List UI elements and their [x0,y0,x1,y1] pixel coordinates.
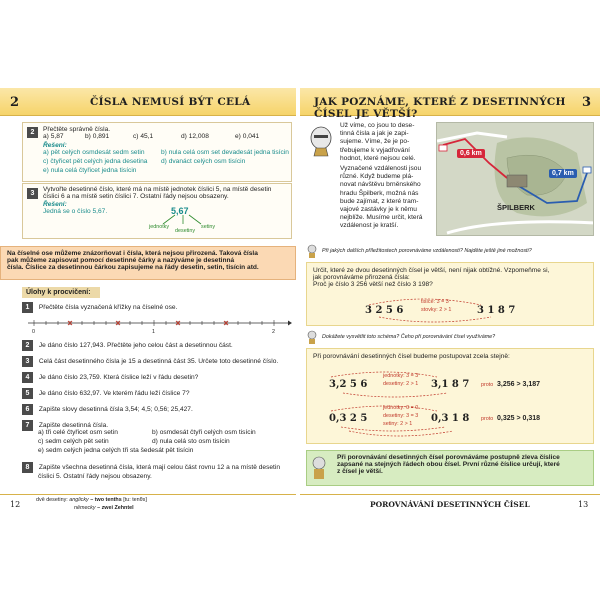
decimal-a: 3,2 5 6 [329,379,368,390]
task-5 [22,388,190,399]
number-567: 5,67 [171,206,189,216]
decimal-note: jednotky: 3 = 3 [383,373,419,379]
story-line: tinná čísla a jak je zapi- [340,130,409,138]
castle-label: ŠPILBERK [497,203,535,212]
decimal-note: desetiny: 3 = 3 [383,413,419,419]
story-text [340,122,432,231]
example-prompt-line: číslici 6 a na místě setin číslici 7. Ostatní řády nejsou obsazeny. [43,193,229,200]
axis-label: 2 [272,329,275,335]
story-line: vzdálenost je kratší. [340,222,399,230]
example-item: b) 0,891 [85,133,110,140]
task-text: Celá část desetinného čísla je 15 a desetinná část 35. Určete toto desetinné číslo. [38,358,279,365]
story-line: Vyznačené vzdálenosti jsou [340,165,422,173]
story-line: Už víme, co jsou to dese- [340,122,415,129]
rule-line: z čísel je větší. [337,468,383,475]
example-prompt-line: Vytvořte desetinné číslo, které má na místě jednotek číslici 5, na místě desetin [43,186,272,193]
task-7-item: e) sedm celých jedna celých tři sta šedesát pět tisícin [38,447,194,454]
story-line: hradu Špilberk, možná nás [340,189,419,197]
rule-line: zapsané na stejných řádech obou čísel. První různé číslice určují, které [337,461,560,468]
example-3-box [22,183,292,239]
task-text: Přečtěte čísla vyznačená křížky na číselné ose. [38,304,178,311]
left-chapter-number: 2 [10,95,20,110]
task-text: Je dáno číslo 632,97. Ve kterém řádu leží číslice 7? [38,390,190,397]
solution-text: Jedná se o číslo 5,67. [43,208,108,215]
decimal-compare-box [306,348,594,444]
question-2: Dokážete vysvětlit toto schéma? Čeho při porovnávání čísel využíváme? [322,334,496,340]
decimal-note: jednotky: 0 = 0 [383,405,419,411]
example-number: 3 [27,188,38,199]
label-hundredths: setiny [201,224,216,230]
question-1: Při jakých dalších příležitostech porovnáváme vzdálenosti? Najděte ještě jiné možnosti? [322,248,532,254]
task-8 [22,462,294,480]
label-units: jednotky [149,224,170,230]
example-item: e) 0,041 [235,133,260,140]
solution-line: e) nula celá čtyřicet jedna tisícin [43,167,137,174]
solution-label: Řešení: [43,201,67,208]
compare-number-b: 3 1 8 7 [477,305,516,316]
story-line: bude zajímat, z které tram- [340,197,419,205]
axis-label: 0 [32,329,35,335]
left-chapter-title: ČÍSLA NEMUSÍ BÝT CELÁ [90,96,251,108]
label-tenths: desetiny [175,228,196,234]
story-line: nejblíže. Musíme určit, která [340,214,423,222]
knight-rule-icon [310,456,328,480]
right-chapter-header [300,88,600,120]
story-line: hodnot, které nejsou celé. [340,154,416,162]
example-prompt: Přečtěte správně čísla. [43,126,111,133]
distance-red-label: 0,6 km [457,149,485,158]
task-7-item: c) sedm celých pět setin [38,438,109,445]
task-7 [22,420,294,460]
task-number: 6 [22,404,33,415]
map-spilberk [436,122,594,236]
example-item: c) 45,1 [133,133,154,140]
solution-line: a) pět celých osmdesát sedm setin [43,149,145,156]
solution-line: d) dvanáct celých osm tisícin [161,158,246,165]
task-2 [22,340,233,351]
proto-word: proto [481,382,494,388]
decimal-note: setiny: 2 > 1 [383,421,413,427]
page-number-right: 13 [578,500,589,509]
decimal-b: 0,3 1 8 [431,413,470,424]
footer-text: – two tenths [88,497,122,503]
task-text: Je dáno číslo 23,759. Která číslice leží v řádu desetin? [38,374,199,381]
rule-box-decimals [0,246,296,280]
right-footer [300,494,600,514]
rule-box-compare [306,450,594,486]
task-list [22,302,294,497]
task-7-item: a) tři celé čtyřicet osm setin [38,429,118,436]
story-line: různé. Když budeme plá- [340,173,414,181]
proto-word: proto [481,416,494,422]
story-line: vajové zastávky je k němu [340,206,417,214]
footer-text: německy [74,505,96,511]
example-2-box [22,122,292,182]
story-line: novat návštěvu brněnského [340,181,421,189]
page-number-left: 12 [10,500,21,509]
decimal-a: 0,3 2 5 [329,413,368,424]
task-text: Zapište desetinná čísla. [38,422,109,429]
left-chapter-header [0,88,296,116]
number-line [26,315,292,335]
task-4 [22,372,198,383]
example-number: 2 [27,127,38,138]
task-number: 7 [22,420,33,431]
story-line: sujeme. Víme, že je po- [340,138,410,146]
decimal-arcs [327,401,470,441]
example-item: d) 12,008 [181,133,209,140]
solution-line: c) čtyřicet pět celých jedna desetina [43,158,148,165]
rule-line: Na číselné ose můžeme znázorňovat i čísla, která nejsou přirozená. Taková čísla [7,250,258,257]
decimal-b: 3,1 8 7 [431,379,470,390]
task-number: 8 [22,462,33,473]
task-number: 3 [22,356,33,367]
compare-intro: Při porovnávání desetinných čísel budeme postupovat zcela stejně: [313,353,510,360]
knight-mascot-icon [306,124,336,158]
map-graphic [437,123,594,236]
rule-line: Při porovnávání desetinných čísel porovnáváme postupně zleva číslice [337,454,560,461]
footer-text: dvě desetiny: [36,497,70,503]
knight-small-icon [306,330,318,344]
intro-line: Určit, které ze dvou desetinných čísel je větší, není nijak obtížné. Vzpomeňme si, [313,267,550,274]
axis-label: 1 [152,329,155,335]
practice-heading: Úlohy k procvičení: [22,287,100,298]
decimal-result: 3,256 > 3,187 [497,381,541,388]
story-line: třebujeme k vyjadřování [340,146,411,154]
task-number: 4 [22,372,33,383]
solution-line: b) nula celá osm set devadesát jedna tisícin [161,149,289,156]
intro-box [306,262,594,326]
compare-number-a: 3 2 5 6 [365,305,404,316]
rule-line: čísla. Číslice za desetinnou čárkou zapisujeme na řády desetin, setin, tisícin atd. [7,264,259,271]
task-7-item: d) nula celá sto osm tisícin [152,438,230,445]
decimal-result: 0,325 > 0,318 [497,415,541,422]
footer-text: – zwei Zehntel [95,505,134,511]
compare-arcs [363,297,516,325]
footer-text: [tu: tenθs] [121,497,147,503]
decimal-arcs [327,369,470,399]
rule-line: pak můžeme zapisovat pomocí desetinné čárky a nazýváme je desetinná [7,257,235,264]
task-text: Zapište slovy desetinná čísla 3,54; 4,5; 0,56; 25,427. [38,406,193,413]
task-3 [22,356,278,367]
task-number: 1 [22,302,33,313]
task-number: 2 [22,340,33,351]
task-1 [22,302,177,313]
footer-text: anglicky [69,497,89,503]
right-chapter-number: 3 [582,95,592,110]
task-text-cont: číslici 5. Ostatní řády nejsou obsazeny. [38,473,152,480]
decimal-note: desetiny: 2 > 1 [383,381,419,387]
left-footer [0,494,296,514]
intro-line: jak porovnáváme přirozená čísla: [313,274,410,281]
task-6 [22,404,193,415]
distance-blue-label: 0,7 km [549,169,577,178]
knight-small-icon [306,244,318,258]
solution-label: Řešení: [43,142,67,149]
compare-note: tisíce: 3 = 3 [421,299,449,305]
example-item: a) 5,87 [43,133,64,140]
right-chapter-title: JAK POZNÁME, KTERÉ Z DESETINNÝCH ČÍSEL JE VĚTŠÍ? [314,96,566,120]
task-text: Zapište všechna desetinná čísla, která mají celou část rovnu 12 a na místě desetin [38,464,281,471]
footer-title: POROVNÁVÁNÍ DESETINNÝCH ČÍSEL [370,500,530,509]
task-text: Je dáno číslo 127,943. Přečtěte jeho celou část a desetinnou část. [38,342,233,349]
compare-note: stovky: 2 > 1 [421,307,452,313]
intro-line: Proč je číslo 3 256 větší než číslo 3 198? [313,281,433,288]
task-number: 5 [22,388,33,399]
task-7-item: b) osmdesát čtyři celých osm tisícin [152,429,256,436]
